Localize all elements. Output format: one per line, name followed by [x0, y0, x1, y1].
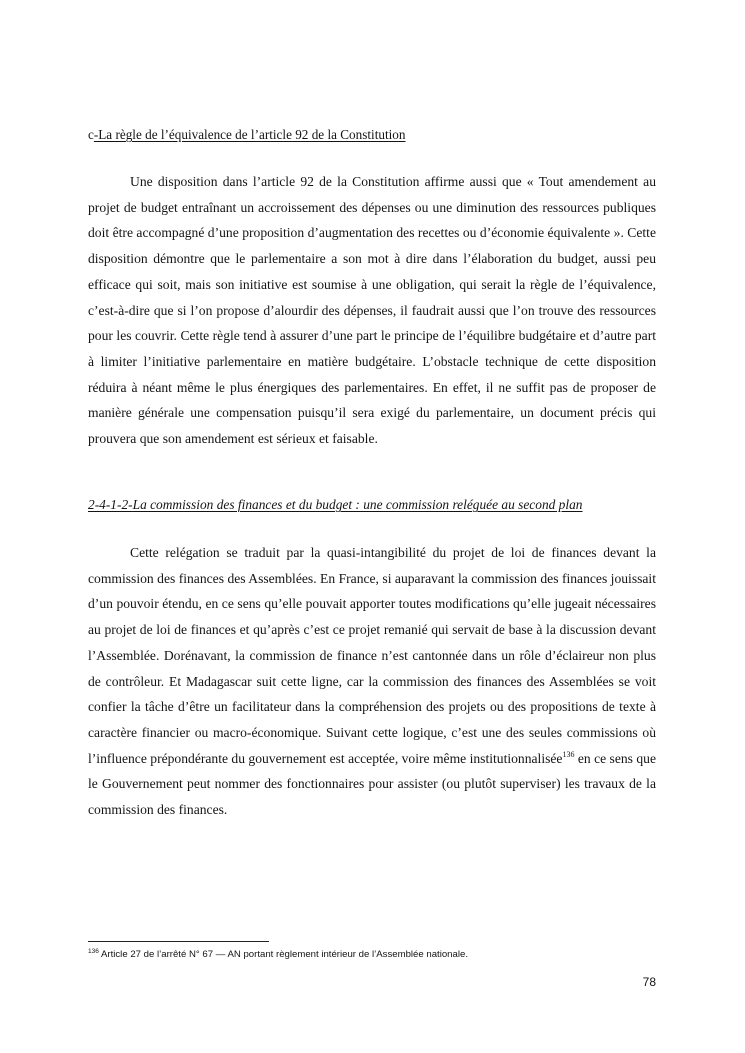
body-paragraph-1: [88, 169, 656, 452]
section-heading-c: [88, 127, 656, 143]
footnote: [88, 948, 656, 962]
paragraph-text: [88, 540, 656, 823]
page-number: 78: [642, 975, 656, 989]
subsection-heading: [88, 497, 656, 513]
footnote-separator: [88, 941, 269, 942]
footnote-number: 136: [88, 948, 99, 955]
paragraph-text: Une disposition dans l’article 92 de la Constitution affirme aussi que « Tout amendement au projet de budget entraînant un accroissement des dépenses ou une diminution des ressources publiques doit être accompagné d’une proposition d’augmentation des recettes ou d’économie équivalente ». Cette disposition démontre que le parlementaire a son mot à dire dans l’élaboration du budget, aussi peu efficace qui soit, mais son initiative est soumise à une obligation, qui serait la règle de l’équivalence, c’est-à-dire que si l’on propose d’alourdir des dépenses, il faudrait aussi que l’on trouve des ressources pour les couvrir. Cette règle tend à assurer d’une part le principe de l’équilibre budgétaire et d’autre part à limiter l’initiative parlementaire en matière budgétaire. L’obstacle technique de cette disposition réduira à néant même le plus énergiques des parlementaires. En effet, il ne suffit pas de proposer de manière générale une compensation puisqu’il sera exigé du parlementaire, un document précis qui prouvera que son amendement est sérieux et faisable.: [88, 174, 656, 447]
footnote-reference[interactable]: 136: [562, 749, 575, 759]
paragraph-text-part-1: Cette relégation se traduit par la quasi-intangibilité du projet de loi de finances devant la commission des finances des Assemblées. En France, si auparavant la commission des finances jouissait d’un pouvoir étendu, en ce sens qu’elle pouvait apporter toutes modifications qu’elle jugeait nécessaires au projet de loi de finances et qu’après c’est ce projet remanié qui servait de base à la discussion devant l’Assemblée. Dorénavant, la commission de finance n’est cantonnée dans un rôle d’éclaireur non plus de contrôleur. Et Madagascar suit cette ligne, car la commission des finances des Assemblées se voit confier la tâche d’être un facilitateur dans la compréhension des projets ou des propositions de texte à caractère financier ou macro-économique. Suivant cette logique, c’est une des seules commissions où l’influence prépondérante du gouvernement est acceptée, voire même institutionnalisée: [88, 545, 656, 766]
section-heading-prefix: c: [88, 127, 94, 142]
body-paragraph-2: [88, 540, 656, 823]
footnote-text: Article 27 de l’arrêté N° 67 — AN portant règlement intérieur de l’Assemblée nationale.: [98, 949, 468, 960]
subsection-heading-title: 2-4-1-2-La commission des finances et du budget : une commission reléguée au second plan: [88, 497, 583, 512]
section-heading-title: -La règle de l’équivalence de l’article 92 de la Constitution: [93, 127, 406, 142]
paragraph-text-part-2: en ce sens que le Gouvernement peut nommer des fonctionnaires pour assister (ou plutôt superviser) les travaux de la commission des finances.: [88, 750, 656, 818]
